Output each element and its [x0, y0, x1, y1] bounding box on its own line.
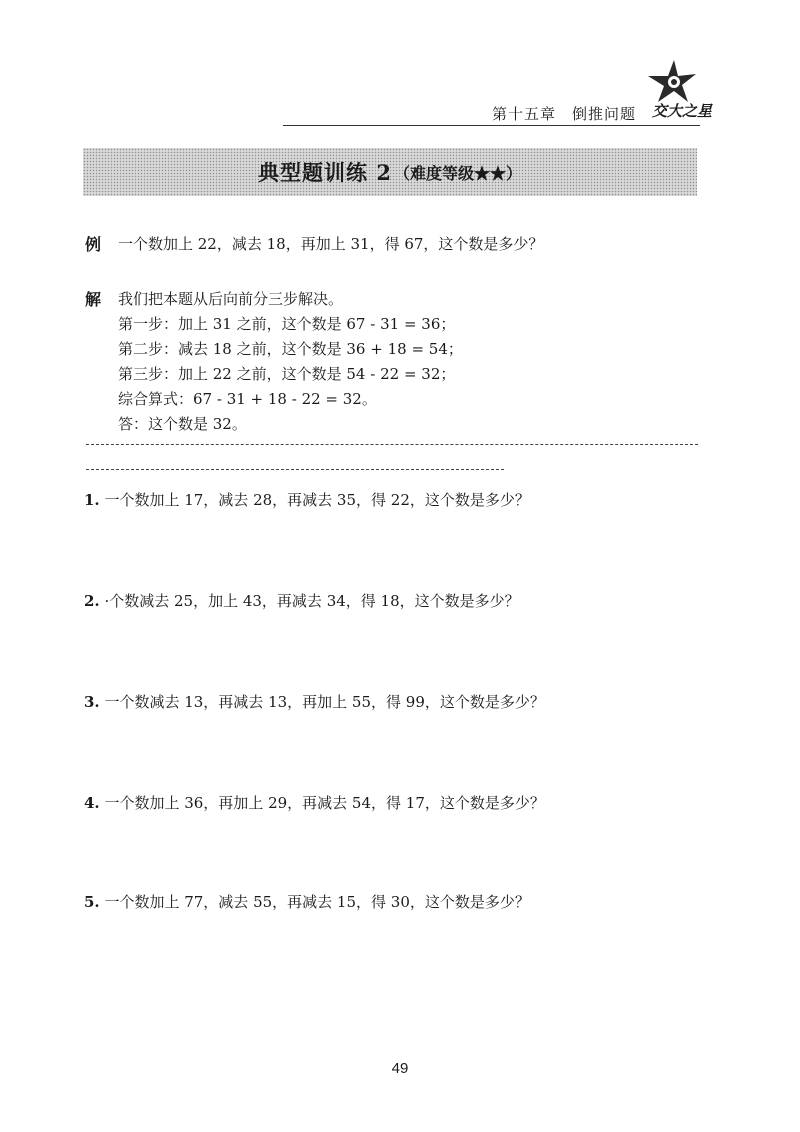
question-number: 5. [84, 893, 100, 911]
question-number: 4. [84, 794, 100, 812]
page-number: 49 [391, 1060, 409, 1077]
section-title: 典型题训练 2 [258, 160, 392, 185]
question-item [84, 792, 545, 813]
solution-line: 第二步：减去 18 之前，这个数是 36 + 18 = 54； [118, 340, 463, 358]
solution-answer: 答：这个数是 32。 [118, 415, 247, 433]
question-text: 一个数减去 13，再减去 13，再加上 55，得 99，这个数是多少？ [104, 693, 545, 711]
question-item [84, 489, 530, 510]
solution-line: 第三步：加上 22 之前，这个数是 54 - 22 = 32； [118, 365, 456, 383]
question-item [84, 691, 545, 712]
solution-line: 综合算式：67 - 31 + 18 - 22 = 32。 [118, 390, 377, 408]
question-number: 1. [84, 491, 100, 509]
dashed-separator [86, 469, 504, 470]
question-number: 3. [84, 693, 100, 711]
brand-logo-text: 交大之星 [652, 102, 713, 120]
star-logo-icon [644, 58, 698, 106]
example-text: 一个数加上 22，减去 18，再加上 31，得 67，这个数是多少？ [118, 235, 544, 253]
question-text: 一个数加上 77，减去 55，再减去 15，得 30，这个数是多少？ [104, 893, 530, 911]
difficulty-level: （难度等级★★） [393, 163, 522, 183]
question-item [84, 891, 530, 912]
question-text: 一个数加上 36，再加上 29，再减去 54，得 17，这个数是多少？ [104, 794, 545, 812]
question-text: ·个数减去 25，加上 43，再减去 34，得 18，这个数是多少？ [104, 592, 520, 610]
section-title-band [83, 148, 697, 196]
chapter-heading: 第十五章 倒推问题 [492, 105, 637, 123]
question-item [84, 590, 520, 611]
question-number: 2. [84, 592, 100, 610]
solution-mark: 解 [85, 290, 102, 309]
question-text: 一个数加上 17，减去 28，再减去 35，得 22，这个数是多少？ [104, 491, 530, 509]
dashed-separator [86, 444, 698, 445]
solution-line: 第一步：加上 31 之前，这个数是 67 - 31 = 36； [118, 315, 456, 333]
solution-line: 我们把本题从后向前分三步解决。 [118, 290, 344, 308]
header-divider [283, 125, 700, 126]
example-mark: 例 [85, 235, 102, 254]
